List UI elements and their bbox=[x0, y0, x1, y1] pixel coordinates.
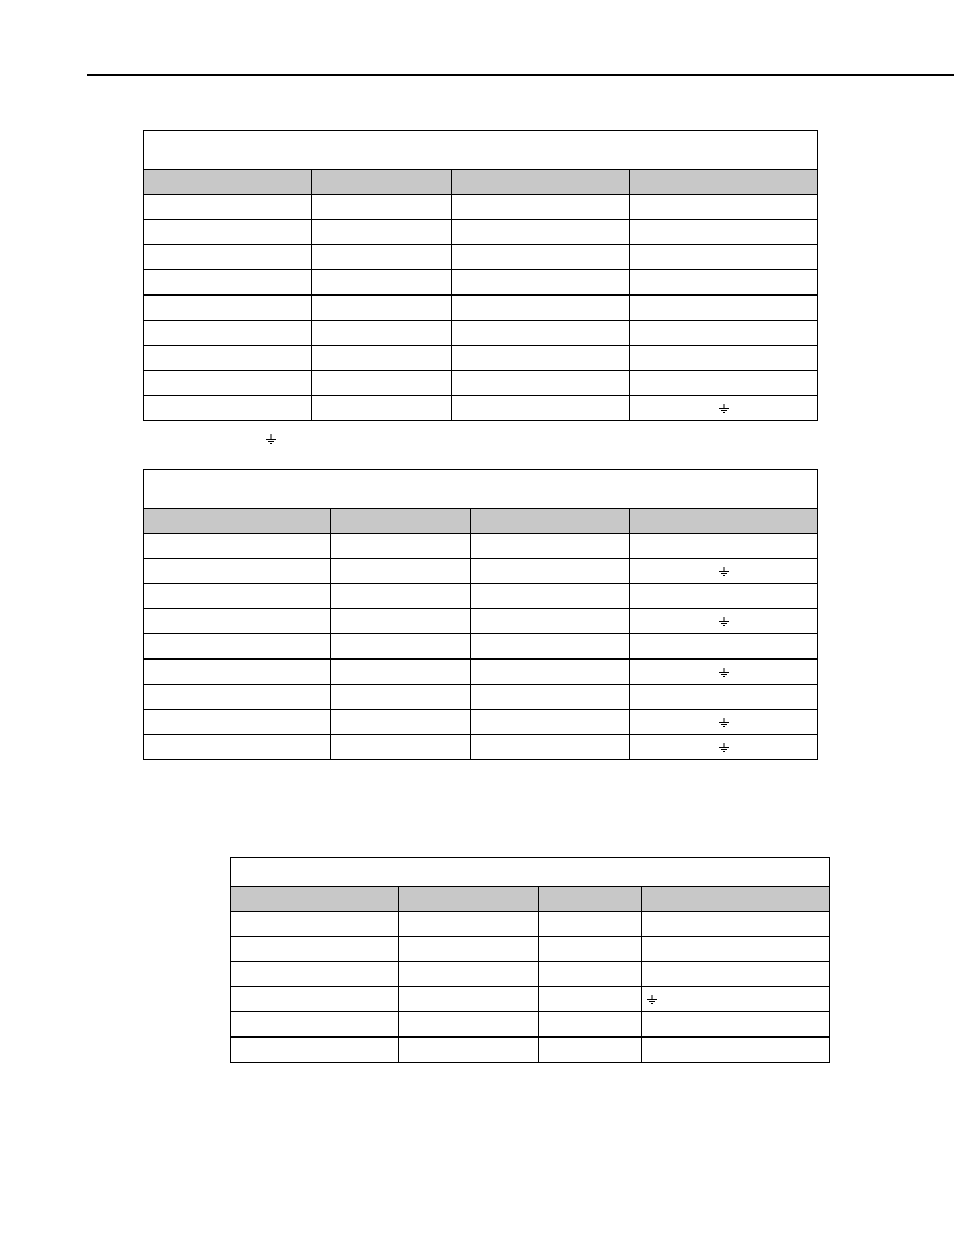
table-cell bbox=[471, 559, 630, 584]
table-cell bbox=[144, 659, 331, 685]
table-cell bbox=[471, 584, 630, 609]
table-row bbox=[231, 912, 830, 937]
table-cell bbox=[630, 270, 818, 296]
table-row bbox=[144, 685, 818, 710]
table-cell bbox=[312, 371, 452, 396]
ground-icon bbox=[718, 567, 730, 577]
table-cell bbox=[312, 321, 452, 346]
table-cell bbox=[144, 346, 312, 371]
table-cell bbox=[144, 685, 331, 710]
table-cell bbox=[539, 1037, 642, 1063]
table-row bbox=[144, 659, 818, 685]
column-header bbox=[312, 170, 452, 195]
table-cell bbox=[642, 1037, 830, 1063]
table-cell bbox=[630, 584, 818, 609]
table-cell bbox=[630, 321, 818, 346]
table-3 bbox=[230, 857, 830, 1063]
table-row bbox=[144, 346, 818, 371]
table-row bbox=[144, 710, 818, 735]
table-cell bbox=[331, 559, 471, 584]
table-cell bbox=[331, 685, 471, 710]
table-cell bbox=[452, 371, 630, 396]
column-header bbox=[630, 170, 818, 195]
table-cell bbox=[144, 245, 312, 270]
table-row bbox=[144, 735, 818, 760]
table-header-row bbox=[231, 887, 830, 912]
table-cell bbox=[331, 609, 471, 634]
column-header bbox=[144, 170, 312, 195]
table-row bbox=[144, 195, 818, 220]
table-cell bbox=[312, 245, 452, 270]
table-cell bbox=[642, 1012, 830, 1038]
table-cell bbox=[331, 584, 471, 609]
table-cell bbox=[231, 962, 399, 987]
table-cell bbox=[471, 534, 630, 559]
table-cell bbox=[630, 634, 818, 660]
table-cell bbox=[144, 321, 312, 346]
table-cell bbox=[642, 937, 830, 962]
table-cell bbox=[144, 270, 312, 296]
table-cell bbox=[399, 962, 539, 987]
table-title bbox=[144, 131, 818, 170]
ground-icon bbox=[718, 617, 730, 627]
table-cell bbox=[452, 195, 630, 220]
table-cell bbox=[452, 220, 630, 245]
table-cell bbox=[144, 559, 331, 584]
column-header bbox=[471, 509, 630, 534]
table-title bbox=[231, 858, 830, 887]
column-header bbox=[331, 509, 471, 534]
ground-icon bbox=[718, 668, 730, 678]
ground-icon bbox=[646, 995, 658, 1005]
table-cell bbox=[331, 634, 471, 660]
table-cell bbox=[630, 685, 818, 710]
table-cell bbox=[630, 346, 818, 371]
table-2 bbox=[143, 469, 818, 760]
table-cell bbox=[630, 659, 818, 685]
table-1 bbox=[143, 130, 818, 421]
table-cell bbox=[331, 735, 471, 760]
ground-icon bbox=[718, 718, 730, 728]
table-row bbox=[144, 634, 818, 660]
table-cell bbox=[231, 987, 399, 1012]
table-cell bbox=[144, 195, 312, 220]
table-row bbox=[144, 396, 818, 421]
table-cell bbox=[630, 245, 818, 270]
table-row bbox=[231, 962, 830, 987]
ground-icon bbox=[264, 433, 278, 445]
table-cell bbox=[144, 220, 312, 245]
table-cell bbox=[144, 584, 331, 609]
table-cell bbox=[331, 534, 471, 559]
table-cell bbox=[642, 912, 830, 937]
column-header bbox=[630, 509, 818, 534]
table-row bbox=[231, 1012, 830, 1038]
table-row bbox=[144, 245, 818, 270]
table-cell bbox=[312, 346, 452, 371]
header-rule bbox=[87, 74, 954, 76]
table-cell bbox=[144, 534, 331, 559]
table-cell bbox=[144, 371, 312, 396]
table-cell bbox=[630, 710, 818, 735]
column-header bbox=[539, 887, 642, 912]
table-cell bbox=[231, 937, 399, 962]
table-cell bbox=[630, 396, 818, 421]
table-cell bbox=[539, 912, 642, 937]
table-cell bbox=[452, 396, 630, 421]
table-cell bbox=[399, 1012, 539, 1038]
table-row bbox=[231, 1037, 830, 1063]
table-cell bbox=[630, 559, 818, 584]
table-cell bbox=[630, 371, 818, 396]
column-header bbox=[231, 887, 399, 912]
table-cell bbox=[399, 912, 539, 937]
table-cell bbox=[471, 685, 630, 710]
table-cell bbox=[630, 220, 818, 245]
table-cell bbox=[144, 295, 312, 321]
table-cell bbox=[312, 396, 452, 421]
table-cell bbox=[312, 220, 452, 245]
column-header bbox=[399, 887, 539, 912]
table-cell bbox=[471, 609, 630, 634]
table-row bbox=[144, 371, 818, 396]
table-cell bbox=[539, 937, 642, 962]
table-cell bbox=[331, 659, 471, 685]
table-cell bbox=[452, 245, 630, 270]
table-cell bbox=[539, 1012, 642, 1038]
table-cell bbox=[630, 295, 818, 321]
table-cell bbox=[144, 396, 312, 421]
table-row bbox=[144, 295, 818, 321]
table-row bbox=[231, 937, 830, 962]
table-cell bbox=[452, 346, 630, 371]
table-cell bbox=[331, 710, 471, 735]
table-row bbox=[144, 559, 818, 584]
table-cell bbox=[452, 270, 630, 296]
table-row bbox=[144, 321, 818, 346]
table-cell bbox=[144, 634, 331, 660]
table-header-row bbox=[144, 509, 818, 534]
table-cell bbox=[399, 1037, 539, 1063]
table-row bbox=[144, 609, 818, 634]
table-cell bbox=[231, 912, 399, 937]
table-cell bbox=[144, 609, 331, 634]
ground-icon bbox=[718, 404, 730, 414]
table-cell bbox=[231, 1012, 399, 1038]
table-cell bbox=[452, 295, 630, 321]
table-cell bbox=[471, 710, 630, 735]
table-row bbox=[144, 584, 818, 609]
table-cell bbox=[539, 962, 642, 987]
table-cell bbox=[144, 735, 331, 760]
table-cell bbox=[144, 710, 331, 735]
table-cell bbox=[539, 987, 642, 1012]
table-row bbox=[144, 534, 818, 559]
column-header bbox=[144, 509, 331, 534]
table-cell bbox=[630, 735, 818, 760]
ground-icon bbox=[718, 743, 730, 753]
table-cell bbox=[231, 1037, 399, 1063]
table-cell bbox=[471, 659, 630, 685]
table-cell bbox=[642, 962, 830, 987]
table-row bbox=[231, 987, 830, 1012]
table-row bbox=[144, 270, 818, 296]
table-header-row bbox=[144, 170, 818, 195]
table-cell bbox=[471, 735, 630, 760]
table-title bbox=[144, 470, 818, 509]
table-cell bbox=[312, 295, 452, 321]
column-header bbox=[452, 170, 630, 195]
table-row bbox=[144, 220, 818, 245]
table-cell bbox=[312, 270, 452, 296]
table-cell bbox=[471, 634, 630, 660]
table-cell bbox=[630, 534, 818, 559]
table-cell bbox=[642, 987, 830, 1012]
table-cell bbox=[452, 321, 630, 346]
table-cell bbox=[630, 609, 818, 634]
column-header bbox=[642, 887, 830, 912]
table-cell bbox=[399, 987, 539, 1012]
table-cell bbox=[312, 195, 452, 220]
table-cell bbox=[630, 195, 818, 220]
table-cell bbox=[399, 937, 539, 962]
